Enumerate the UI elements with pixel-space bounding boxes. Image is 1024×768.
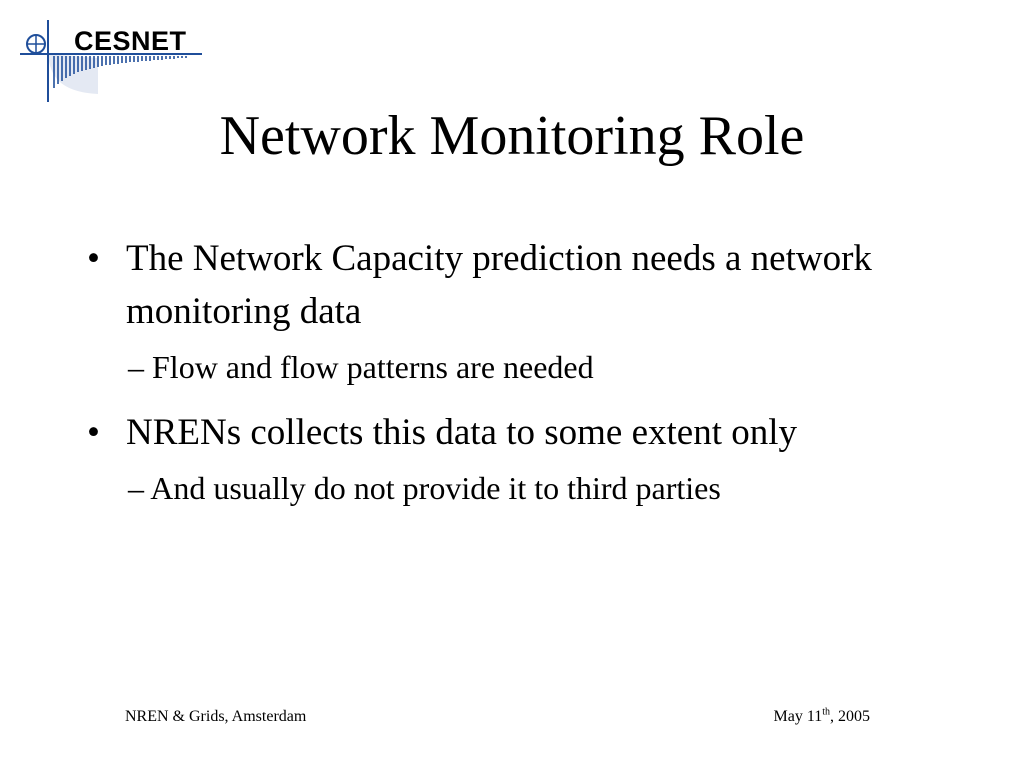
bullet-item-2 (84, 406, 944, 459)
sub-item-2 (84, 459, 944, 517)
cesnet-logo (18, 18, 204, 104)
bullet-text: NRENs collects this data to some extent only (126, 412, 798, 453)
footer-date-sup: th (822, 706, 830, 718)
sub-item-1 (84, 338, 944, 396)
footer-event: NREN & Grids, Amsterdam (125, 708, 307, 725)
bullet-item-1 (84, 232, 944, 338)
bullet-mark: • (87, 238, 100, 279)
slide-title: Network Monitoring Role (219, 105, 805, 167)
bullet-list (84, 232, 944, 527)
bullet-text: The Network Capacity prediction needs a network monitoring data (126, 238, 872, 332)
sub-mark: – (128, 349, 144, 385)
sub-mark: – (128, 470, 144, 506)
footer-date-suffix: , 2005 (830, 708, 870, 725)
footer-date (773, 706, 870, 728)
logo-wordmark: CESNET (74, 26, 187, 56)
sub-list-2 (84, 459, 944, 517)
sub-list-1 (84, 338, 944, 396)
footer-date-prefix: May 11 (773, 708, 823, 725)
bullet-mark: • (87, 412, 100, 453)
sub-text: And usually do not provide it to third parties (150, 470, 721, 506)
sub-text: Flow and flow patterns are needed (152, 349, 594, 385)
